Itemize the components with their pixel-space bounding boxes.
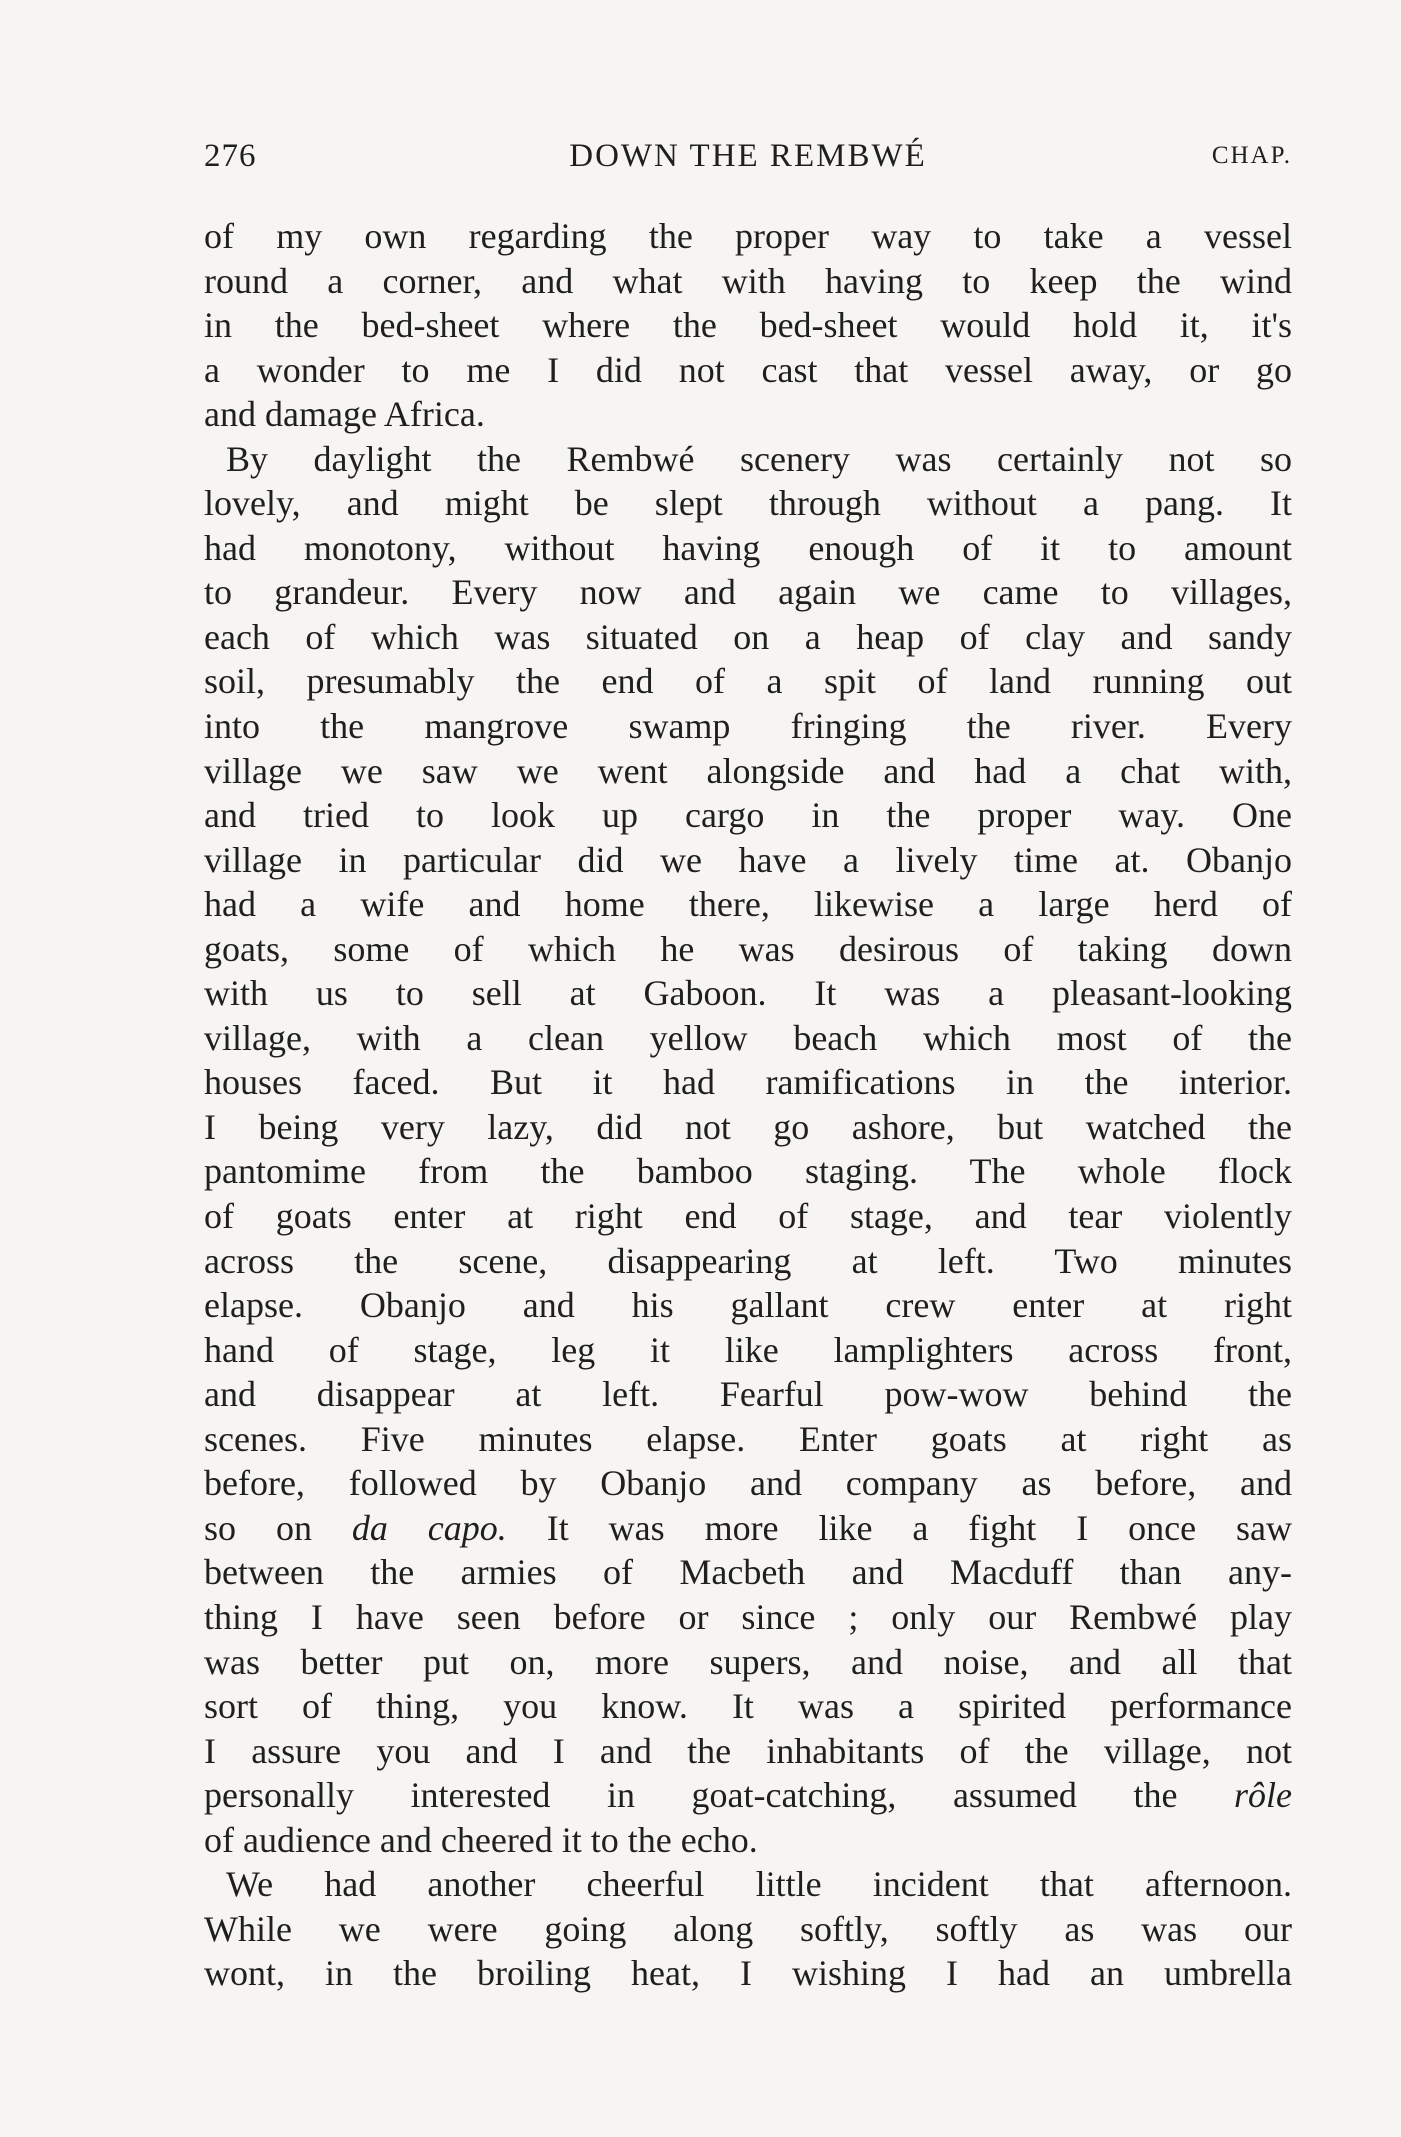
text-line: We had another cheerful little incident that afternoon. (226, 1864, 1292, 1905)
italic-word: rôle (1234, 1775, 1292, 1816)
text-line: with us to sell at Gaboon. It was a pleasant-looking (204, 973, 1292, 1014)
text-line: of audience and cheered it to the echo. (204, 1819, 758, 1860)
text-segment: personally interested in goat-catching, assumed the (204, 1775, 1234, 1816)
text-segment: It was more like a fight I once saw (506, 1507, 1292, 1548)
text-line: to grandeur. Every now and again we came to villages, (204, 572, 1292, 613)
text-line: had monotony, without having enough of it to amount (204, 527, 1292, 568)
page-number: 276 (204, 138, 257, 174)
text-line: I being very lazy, did not go ashore, but watched the (204, 1106, 1292, 1147)
text-segment: so on (204, 1507, 352, 1548)
chapter-label: CHAP. (1211, 142, 1292, 169)
text-line (204, 1773, 1292, 1818)
text-line: each of which was situated on a heap of clay and sandy (204, 616, 1292, 657)
text-line: village, with a clean yellow beach which most of the (204, 1017, 1292, 1058)
text-line (204, 1506, 1292, 1551)
text-line: goats, some of which he was desirous of taking down (204, 928, 1292, 969)
text-line: of my own regarding the proper way to take a vessel (204, 216, 1292, 256)
text-line: between the armies of Macbeth and Macduff than any- (204, 1552, 1292, 1593)
text-line: in the bed-sheet where the bed-sheet would hold it, it's (204, 305, 1292, 346)
text-line: pantomime from the bamboo staging. The whole flock (204, 1151, 1292, 1192)
text-line: round a corner, and what with having to keep the wind (204, 260, 1292, 301)
text-line: before, followed by Obanjo and company as before, and (204, 1463, 1292, 1504)
text-line: By daylight the Rembwé scenery was certainly not so (226, 438, 1292, 479)
text-line: While we were going along softly, softly as was our (204, 1908, 1292, 1949)
italic-word: da capo. (351, 1507, 507, 1548)
text-line: of goats enter at right end of stage, and tear violently (204, 1196, 1292, 1237)
text-line: scenes. Five minutes elapse. Enter goats at right as (204, 1418, 1292, 1459)
running-title: DOWN THE REMBWÉ (569, 138, 927, 174)
text-line: was better put on, more supers, and noise, and all that (204, 1641, 1292, 1682)
text-line: had a wife and home there, likewise a large herd of (204, 884, 1292, 925)
text-line: into the mangrove swamp fringing the river. Every (204, 706, 1292, 747)
text-line: and disappear at left. Fearful pow-wow behind the (204, 1374, 1292, 1415)
text-line: thing I have seen before or since ; only our Rembwé play (204, 1596, 1292, 1637)
text-line: sort of thing, you know. It was a spirited performance (204, 1686, 1292, 1727)
text-line: houses faced. But it had ramifications in the interior. (204, 1062, 1292, 1103)
text-line: and tried to look up cargo in the proper way. One (204, 795, 1292, 836)
text-line: lovely, and might be slept through without a pang. It (204, 483, 1292, 524)
text-line: a wonder to me I did not cast that vessel away, or go (204, 349, 1292, 390)
body-text (204, 214, 1292, 1996)
page-header (204, 138, 1292, 188)
text-line: I assure you and I and the inhabitants of the village, not (204, 1730, 1292, 1771)
text-line: village we saw we went alongside and had a chat with, (204, 750, 1292, 791)
text-line: soil, presumably the end of a spit of land running out (204, 661, 1292, 702)
text-line: elapse. Obanjo and his gallant crew enter at right (204, 1285, 1292, 1326)
text-line: hand of stage, leg it like lamplighters across front, (204, 1329, 1292, 1370)
text-line: wont, in the broiling heat, I wishing I had an umbrella (204, 1953, 1292, 1994)
text-line: across the scene, disappearing at left. Two minutes (204, 1240, 1292, 1281)
text-line: and damage Africa. (204, 394, 485, 435)
text-line: village in particular did we have a lively time at. Obanjo (204, 839, 1292, 880)
